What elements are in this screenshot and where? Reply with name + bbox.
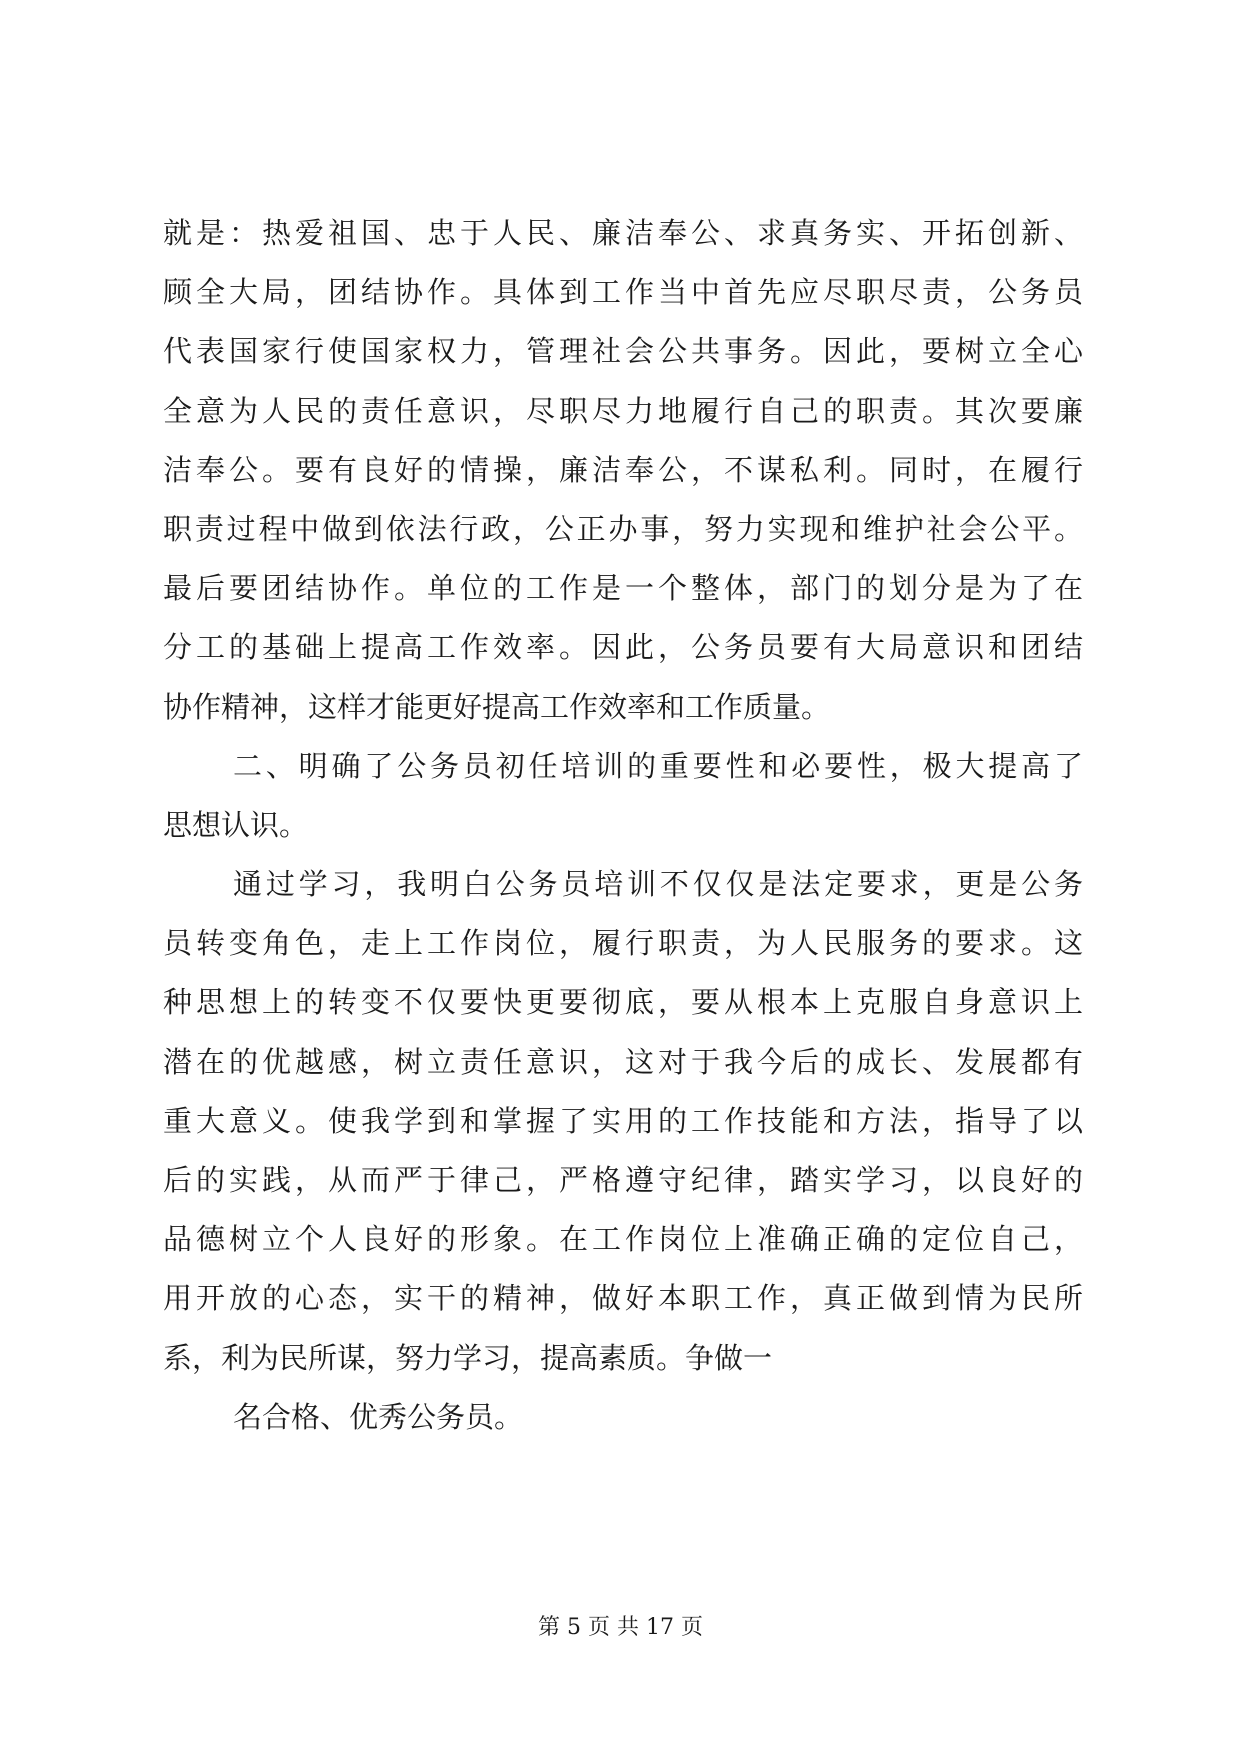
text-line: 就是：热爱祖国、忠于人民、廉洁奉公、求真务实、开拓创新、 — [163, 216, 1083, 250]
text-line: 系，利为民所谋，努力学习，提高素质。争做一 — [163, 1340, 773, 1375]
text-line: 顾全大局，团结协作。具体到工作当中首先应尽职尽责，公务员 — [163, 275, 1083, 310]
text-line: 种思想上的转变不仅要快更要彻底，要从根本上克服自身意识上 — [163, 985, 1083, 1020]
text-line: 名合格、优秀公务员。 — [233, 1399, 524, 1434]
text-line: 洁奉公。要有良好的情操，廉洁奉公，不谋私利。同时，在履行 — [163, 452, 1083, 487]
page-number-footer: 第 5 页 共 17 页 — [538, 1615, 703, 1640]
text-line: 后的实践，从而严于律己，严格遵守纪律，踏实学习，以良好的 — [163, 1163, 1083, 1197]
text-line: 分工的基础上提高工作效率。因此，公务员要有大局意识和团结 — [163, 630, 1083, 665]
section-heading-line: 思想认识。 — [163, 807, 309, 842]
text-line: 用开放的心态，实干的精神，做好本职工作，真正做到情为民所 — [163, 1281, 1083, 1316]
text-line: 通过学习，我明白公务员培训不仅仅是法定要求，更是公务 — [233, 867, 1083, 902]
text-line: 员转变角色，走上工作岗位，履行职责，为人民服务的要求。这 — [163, 926, 1083, 961]
body-text — [163, 204, 1083, 1447]
text-line: 最后要团结协作。单位的工作是一个整体，部门的划分是为了在 — [163, 571, 1083, 606]
text-line: 重大意义。使我学到和掌握了实用的工作技能和方法，指导了以 — [163, 1103, 1083, 1138]
text-line: 职责过程中做到依法行政，公正办事，努力实现和维护社会公平。 — [163, 511, 1083, 546]
text-line: 全意为人民的责任意识，尽职尽力地履行自己的职责。其次要廉 — [163, 393, 1083, 428]
text-line: 代表国家行使国家权力，管理社会公共事务。因此，要树立全心 — [163, 334, 1083, 369]
text-line: 品德树立个人良好的形象。在工作岗位上准确正确的定位自己， — [163, 1222, 1083, 1257]
text-line: 协作精神，这样才能更好提高工作效率和工作质量。 — [163, 689, 831, 724]
section-heading-line: 二、明确了公务员初任培训的重要性和必要性，极大提高了 — [233, 748, 1083, 783]
text-line: 潜在的优越感，树立责任意识，这对于我今后的成长、发展都有 — [163, 1044, 1083, 1079]
